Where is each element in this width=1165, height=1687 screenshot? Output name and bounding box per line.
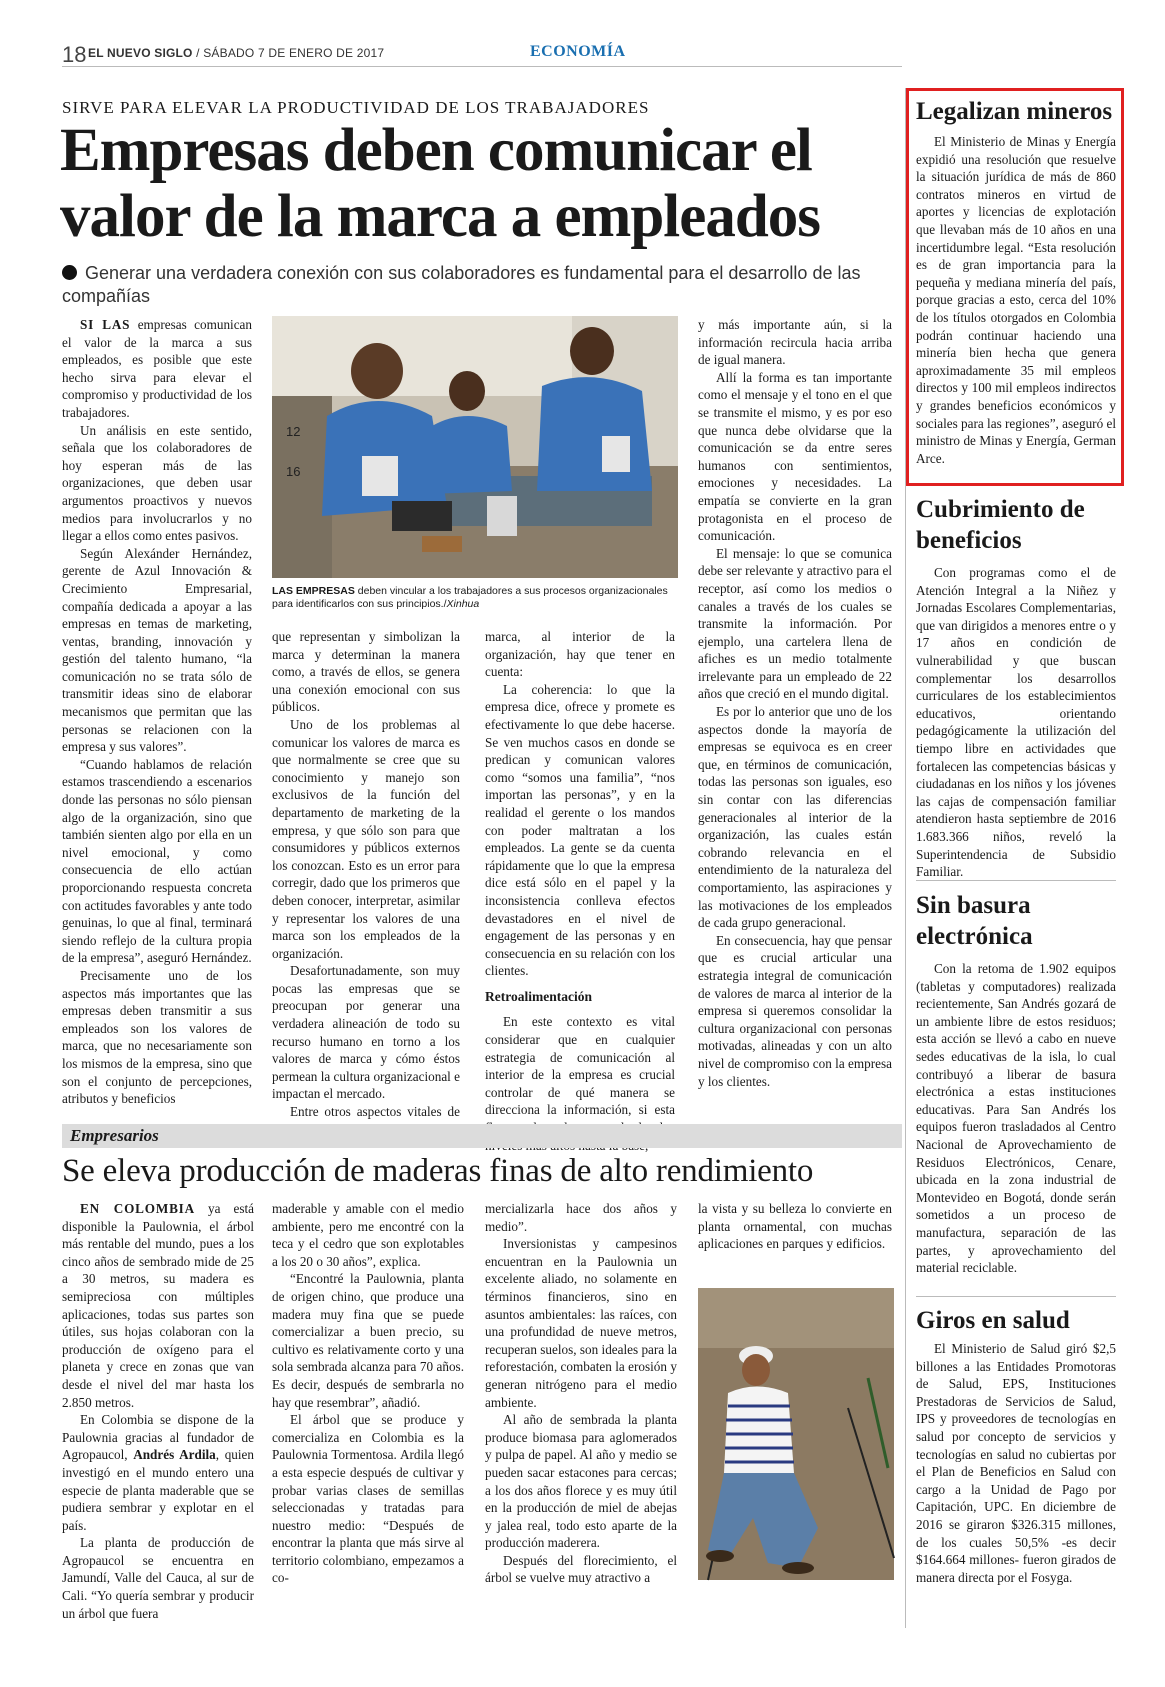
paragraph: “Encontré la Paulownia, planta de origen chino, que produce una madera muy fina que se puede comercializar a buen precio, su cultivo es relativamente corto y una sola sembrada alcanza para 70 años. Es decir, después de sembrarla no hay que resembrar”, añadió. (272, 1271, 464, 1410)
paragraph: Allí la forma es tan importante como el mensaje y el tono en el que se transmite el mismo, y es por eso que nunca debe olvidarse que la comunicación se da entre seres humanos con sentimientos, emociones y necesidades. La empatía se convierte en la gran protagonista en el proceso de comunicación. (698, 369, 892, 544)
paragraph: En este contexto es vital considerar que en cualquier estrategia de comunicación al interior de la empresa es crucial controlar de qué manera se direcciona la información, si esta (485, 1014, 675, 1118)
section-bar (62, 1124, 902, 1148)
paragraph: empresas comunican el valor de la marca a sus empleados, es posible que este hecho sirva para elevar el compromiso y productividad de los trabajadores. (62, 317, 252, 420)
second-column-1 (62, 1200, 254, 1640)
second-headline: Se eleva producción de maderas finas de alto rendimiento (62, 1153, 814, 1189)
brief-body: Con programas como el de Atención Integral a la Niñez y Jornadas Escolares Complementarias, que van dirigidos a menores entre o y 17 años en condición de vulnerabilidad y que buscan complementar los desarrollos curriculares de los establecimientos educativos, orientando pedagógicamente la utilización del tiempo libre en actividades que fortalecen las competencias básicas y ciudadanas en los niños y los jóvenes las cajas de compensación familiar atendieron hasta septiembre de 2016 1.683.366 niños, reveló la Superintendencia de Subsidio Familiar. (916, 565, 1116, 880)
farmer-photo (698, 1288, 894, 1580)
article-column-1 (62, 316, 252, 1106)
brief-title: Sin basura electrónica (916, 892, 1033, 950)
brief-title: Giros en salud (916, 1307, 1070, 1334)
issue-date: / SÁBADO 7 DE ENERO DE 2017 (192, 46, 385, 60)
lead-caps: EN COLOMBIA (80, 1201, 195, 1216)
deck-text: Generar una verdadera conexión con sus colaboradores es fundamental para el desarrollo de las compañías (62, 263, 861, 306)
paragraph: ya está disponible la Paulownia, el árbol más rentable del mundo, pues a los cinco años de sembrado mide de 25 a 30 metros, su madera es semipreciosa con múltiples aplicaciones, todas sus partes son útiles, sus hojas colaboran con la producción de oxígeno para el planeta y crece en zonas que van desde el nivel del mar hasta los 2.850 metros. (62, 1201, 254, 1410)
second-column-4 (698, 1200, 892, 1282)
brief-divider (916, 880, 1116, 881)
brief-body: El Ministerio de Salud giró $2,5 billones a las Entidades Promotoras de Salud, EPS, Instituciones Prestadoras de Servicios de Salud, IPS y proveedores de tecnologías en salud por concepto de servicios y tecnologías en salud no cubiertas por el Plan de Beneficios en Salud con cargo a la Unidad de Pago por Capitación, UPC. En diciembre de 2016 se giraron $326.315 millones, de los cuales 50,5% -es decir $164.664 millones- fueron girados de manera directa por el Fosyga. (916, 1341, 1116, 1585)
brief-divider (916, 1296, 1116, 1297)
paragraph: Es por lo anterior que uno de los aspectos donde la mayoría de empresas se equivoca es en creer que, en términos de comunicación, todas las personas son iguales, eso sin contar con las diferencias generacionales al interior de la organización, las cuales están cobrando relevancia en el entendimiento de la naturaleza del comportamiento, las aspiraciones y las motivaciones de los empleados de cada grupo generacional. (698, 704, 892, 931)
second-column-3 (485, 1200, 677, 1640)
page-number: 18 (62, 42, 87, 67)
paragraph: Al año de sembrada la planta produce biomasa para aglomerados y pulpa de papel. Al año y medio se pueden sacar estacones para cercas; a los dos años florece y es muy útil en la producción de miel de abejas y jalea real, todo esto aparte de la producción maderera. (485, 1412, 677, 1551)
paragraph: Desafortunadamente, son muy pocas las empresas que se preocupan por generar una verdadera alineación de todo su recurso humano en torno a los valores de marca y cómo éstos permean la cultura organizacional e impactan el mercado. (272, 963, 460, 1102)
svg-text:16: 16 (286, 464, 301, 479)
article-headline: Empresas deben comunicar el valor de la marca a empleados (60, 117, 820, 250)
brief-body: Con la retoma de 1.902 equipos (tabletas y computadores) realizada recientemente, San Andrés gozará de un ambiente libre de estos residuos; esta acción se llevó a cabo en nueve sedes educativas de la isla, lo cual contribuyó a liberar de basura electrónica a estas instituciones educativas. Para San Andrés los equipos fueron trasladados al Centro Nacional de Aprovechamiento de Residuos Electrónicos, Cenare, ubicada en la zona industrial de Montevideo en Bogotá, donde serán sometidos a un proceso de manufactura, separación de las partes, y aprovechamiento del material reciclable. (916, 961, 1116, 1276)
caption-lead: LAS EMPRESAS (272, 585, 355, 597)
article-deck (62, 262, 892, 308)
caption-credit: Xinhua (446, 598, 480, 610)
caption-text: deben vincular a los trabajadores a sus procesos organizacionales para identificarlos con sus principios./ (272, 585, 668, 610)
lead-caps: SI LAS (80, 317, 131, 332)
article-column-3 (485, 628, 675, 1118)
svg-text:12: 12 (286, 424, 301, 439)
article-column-2 (272, 628, 460, 1120)
paragraph: Un análisis en este sentido, señala que los colaboradores de hoy esperan más de las organizaciones, que deben usar argumentos proactivos y nuevos medios para involucrarlos y no llegar a ellos como entes pasivos. (62, 422, 252, 544)
section-name: ECONOMÍA (530, 43, 626, 60)
photo-caption (272, 585, 678, 611)
paragraph: Según Alexánder Hernández, gerente de Azul Innovación & Crecimiento Empresarial, compañía dedicada a apoyar a las empresas en temas de marketing, ventas, branding, innovación y gestión del talento humano, “la comunicación no se trata sólo de transmitir ideas sino de elaborar mecanismos que permitan que las personas se relacionen con la empresa y sus valores”. (62, 545, 252, 755)
brief-title: Cubrimiento de beneficios (916, 496, 1085, 554)
paragraph: Precisamente uno de los aspectos más importantes que las empresas deben transmitir a sus empleados son los valores de marca, que no necesariamente son los mismos de la empresa, sino que son el conjunto de percepciones, atributos y beneficios (62, 967, 252, 1107)
paper-name: EL NUEVO SIGLO (88, 46, 193, 60)
brief-body: El Ministerio de Minas y Energía expidió una resolución que resuelve la situación jurídica de más de 860 contratos mineros en virtud de aportes y licencias de explotación que llevaban más de 10 años en una incertidumbre legal. “Esta resolución es de gran importancia para la pequeña y mediana minería del país, porque gracias a esto, cerca del 10% de los títulos otorgados en Colombia podrán continuar haciendo una minería bien hecha que genera aproximadamente 35 mil empleos directos y 100 mil empleos indirectos y grandes beneficios económicos y sociales para las regiones”, aseguró el ministro de Minas y Energía, German Arce. (916, 134, 1116, 466)
second-column-2 (272, 1200, 464, 1640)
masthead (88, 46, 384, 60)
section-bar-label: Empresarios (70, 1126, 159, 1145)
bullet-icon (62, 265, 77, 280)
paragraph: “Cuando hablamos de relación estamos trascendiendo a escenarios donde las personas no sólo piensan algo de la organización, sino que también sienten algo por ella en un nivel emocional, y como consecuencia de ello actúan proporcionando respuesta concreta con actitudes favorables y ante todo genuinas, lo que al final, terminará siendo reflejo de la cultura propia de la empresa”, aseguró Hernández. (62, 756, 252, 966)
paragraph: Entre otros aspectos vitales de (290, 1104, 460, 1120)
paragraph: Uno de los problemas al comunicar los valores de marca es que normalmente se cree que su conocimiento y manejo son exclusivos de la función del departamento de marketing de la empresa, y que sólo son para que consumidores y públicos externos los conozcan. Esto es un error para corregir, dado que los primeros que deben conocer, interpretar, asimilar y representar los valores de una marca son los empleados de la organización. (272, 716, 460, 961)
article-kicker: SIRVE PARA ELEVAR LA PRODUCTIVIDAD DE LOS TRABAJADORES (62, 98, 650, 117)
paragraph: En consecuencia, hay que pensar que es crucial articular una estrategia integral de comunicación de valores de marca al interior de la empresa si queremos consolidar la cultura organizacional con personas motivadas, alineadas y con un alto nivel de compromiso con la empresa y los clientes. (698, 932, 892, 1089)
paragraph: Inversionistas y campesinos encuentran en la Paulownia un excelente aliado, no solamente en términos financieros, sino en asuntos ambientales: las raíces, con una profundidad de nueve metros, recuperan suelos, son ideales para la reforestación, combaten la erosión y generan nitrógeno para el medio ambiente. (485, 1236, 677, 1410)
brief-title: Legalizan mineros (916, 98, 1113, 125)
paragraph: , quien investigó en el mundo entero una especie de planta maderable que se pudiera sembrar y explotar en el país. (62, 1447, 254, 1533)
paragraph: El árbol que se produce y comercializa en Colombia es la Paulownia Tormentosa. Ardila llegó a esta especie después de cultivar y probar varias clases de semillas seleccionadas y tratadas para nuestro medio: “Después de encontrar la planta que más sirve al territorio colombiano, empezamos a co- (272, 1412, 464, 1586)
workshop-photo (272, 316, 678, 578)
paragraph: que representan y simbolizan la marca y determinan la manera como, a través de ellos, se genera una conexión emocional con sus públicos. (272, 629, 460, 715)
paragraph: La coherencia: lo que la empresa dice, ofrece y promete es efectivamente lo que debe hacerse. Se ven muchos casos en donde se predican y comunican valores como “somos una familia”, “nos importan las personas”, y en la realidad el gerente o los mandos con poder maltratan a los empleados. La gente se da cuenta rápidamente que lo que la empresa dice está sólo en el papel y la inconsistencia conlleva efectos devastadores en el nivel de engagement de las personas y en consecuencia en su relación con los clientes. (485, 681, 675, 979)
paragraph: El mensaje: lo que se comunica debe ser relevante y atractivo para el receptor, así como los medios o canales a través de los cuales se transmite la información. Por ejemplo, una cartelera llena de afiches es un medio totalmente irrelevante para un empleado de 22 años que creció en el mundo digital. (698, 545, 892, 702)
paragraph: la vista y su belleza lo convierte en planta ornamental, con muchas aplicaciones en parques y edificios. (698, 1201, 892, 1252)
article-column-4 (698, 316, 892, 1106)
paragraph: mercializarla hace dos años y medio”. (485, 1201, 677, 1234)
paragraph: marca, al interior de la organización, hay que tener en cuenta: (485, 629, 675, 680)
paragraph: La planta de producción de Agropaucol se encuentra en Jamundí, Valle del Cauca, al sur de Cali. “Yo quería sembrar y producir un árbol que fuera (62, 1535, 254, 1621)
header-rule (62, 66, 902, 67)
paragraph: Después del florecimiento, el árbol se vuelve muy atractivo a (485, 1552, 677, 1586)
person-name: Andrés Ardila (133, 1447, 216, 1463)
subheading: Retroalimentación (485, 988, 592, 1004)
paragraph: maderable y amable con el medio ambiente, pero me encontré con la teca y el cedro que son explotables a los 20 o 30 años”, explica. (272, 1201, 464, 1269)
paragraph: En Colombia se dispone de la Paulownia gracias al fundador de Agropaucol, (62, 1412, 254, 1463)
paragraph: y más importante aún, si la información recircula hacia arriba de igual manera. (698, 317, 892, 368)
